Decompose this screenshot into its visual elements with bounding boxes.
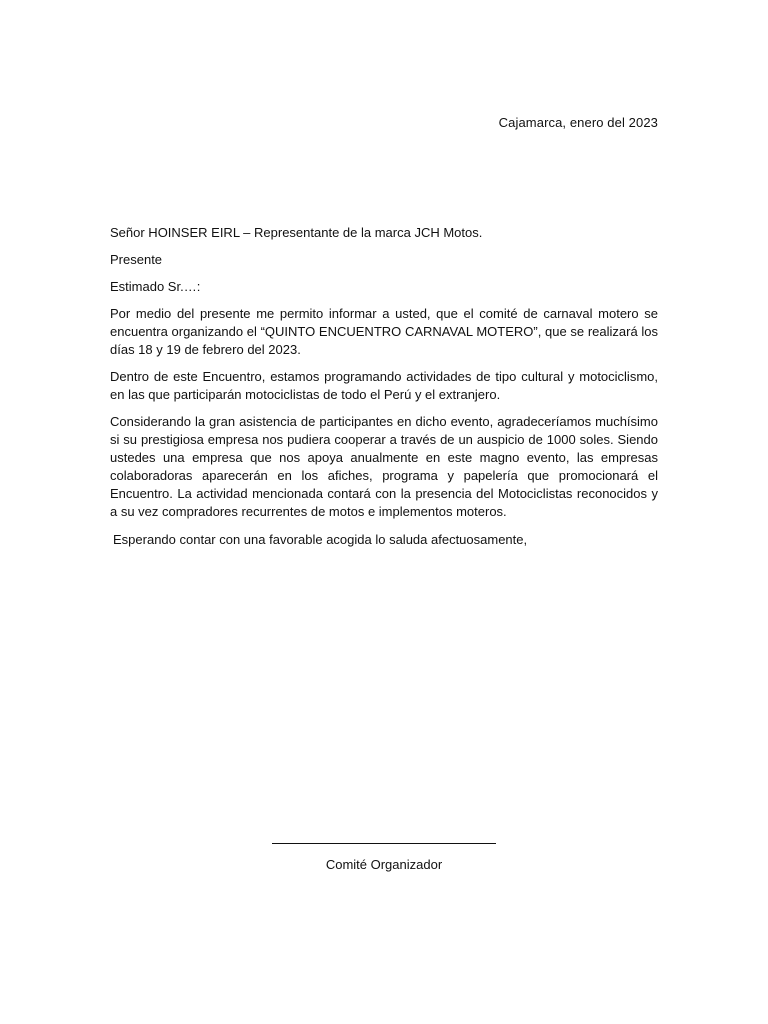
paragraph-invitation: Por medio del presente me permito informar a usted, que el comité de carnaval motero se encuentra organizando el “QUINTO ENCUENTRO CARNAVAL MOTERO”, que se realizará los días 18 y 19 de febrero del 2023. [110, 306, 658, 357]
closing-line: Esperando contar con una favorable acogida lo saluda afectuosamente, [113, 532, 528, 547]
recipient-line: Señor HOINSER EIRL – Representante de la marca JCH Motos. [110, 225, 483, 240]
signature-name: Comité Organizador [325, 857, 443, 872]
signature-block [272, 829, 496, 872]
salutation: Estimado Sr.…: [110, 279, 201, 294]
letter-date: Cajamarca, enero del 2023 [498, 115, 658, 130]
letter-body [110, 224, 658, 558]
paragraph-activities: Dentro de este Encuentro, estamos programando actividades de tipo cultural y motociclismo, en las que participarán motociclistas de todo el Perú y el extranjero. [110, 369, 658, 402]
presente-line: Presente [110, 252, 163, 267]
signature-line [272, 829, 496, 844]
paragraph-sponsorship: Considerando la gran asistencia de participantes en dicho evento, agradeceríamos muchísimo si su prestigiosa empresa nos pudiera cooperar a través de un auspicio de 1000 soles. Siendo ustedes una empresa que nos apoya anualmente en este magno evento, las empresas colaboradoras aparecerán en los afiches, programa y papelería que promocionará el Encuentro. La actividad mencionada contará con la presencia del Motociclistas reconocidos y a su vez compradores recurrentes de motos e implementos moteros. [110, 414, 658, 519]
